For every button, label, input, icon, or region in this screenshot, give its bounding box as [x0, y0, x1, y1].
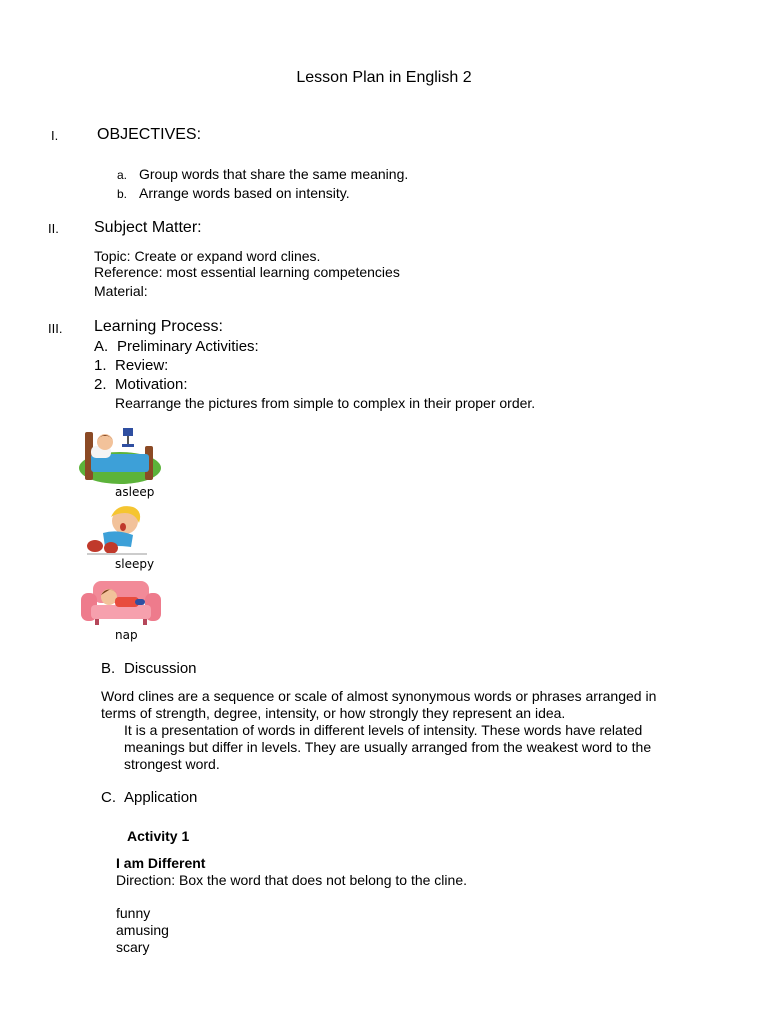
sub-label-c: C. [101, 789, 116, 806]
step-number: 2. [94, 376, 107, 393]
sleepy-child-yawning-icon [81, 503, 153, 557]
discussion-line: terms of strength, degree, intensity, or how strongly they represent an idea. [101, 705, 566, 721]
word-item: scary [116, 939, 150, 955]
picture-caption: nap [115, 628, 138, 642]
preliminary-activities-heading: Preliminary Activities: [117, 338, 259, 355]
activity-title: Activity 1 [127, 828, 190, 844]
section-numeral-objectives: I. [51, 128, 59, 143]
topic-line: Topic: Create or expand word clines. [94, 248, 321, 264]
objective-item: Arrange words based on intensity. [139, 185, 350, 201]
objective-item: Group words that share the same meaning. [139, 166, 409, 182]
motivation-label: Motivation: [115, 376, 188, 393]
word-item: funny [116, 905, 151, 921]
list-marker: b. [117, 187, 128, 201]
discussion-line: It is a presentation of words in different levels of intensity. These words have related [124, 722, 643, 738]
review-label: Review: [115, 357, 169, 374]
sub-label-b: B. [101, 660, 116, 677]
child-sleeping-in-bed-icon [79, 422, 163, 486]
word-item: amusing [116, 922, 169, 938]
discussion-line: Word clines are a sequence or scale of almost synonymous words or phrases arranged in [101, 688, 657, 704]
sub-label-a: A. [94, 338, 109, 355]
objectives-heading: OBJECTIVES: [97, 126, 202, 143]
discussion-line: meanings but differ in levels. They are usually arranged from the weakest word to the [124, 739, 652, 755]
list-marker: a. [117, 168, 128, 182]
application-heading: Application [124, 789, 198, 806]
section-numeral-learning-process: III. [48, 321, 63, 336]
section-numeral-subject-matter: II. [48, 221, 59, 236]
activity-direction: Direction: Box the word that does not belong to the cline. [116, 872, 467, 888]
page-title: Lesson Plan in English 2 [296, 69, 472, 86]
picture-caption: sleepy [115, 557, 155, 571]
step-number: 1. [94, 357, 107, 374]
discussion-line: strongest word. [124, 756, 220, 772]
discussion-heading: Discussion [124, 660, 197, 677]
child-napping-on-sofa-icon [79, 575, 163, 627]
reference-line: Reference: most essential learning competencies [94, 264, 400, 280]
picture-caption: asleep [115, 485, 155, 499]
material-line: Material: [94, 283, 148, 299]
subject-matter-heading: Subject Matter: [94, 219, 202, 236]
learning-process-heading: Learning Process: [94, 318, 223, 335]
activity-subtitle: I am Different [116, 855, 206, 871]
motivation-instruction: Rearrange the pictures from simple to complex in their proper order. [115, 395, 536, 411]
